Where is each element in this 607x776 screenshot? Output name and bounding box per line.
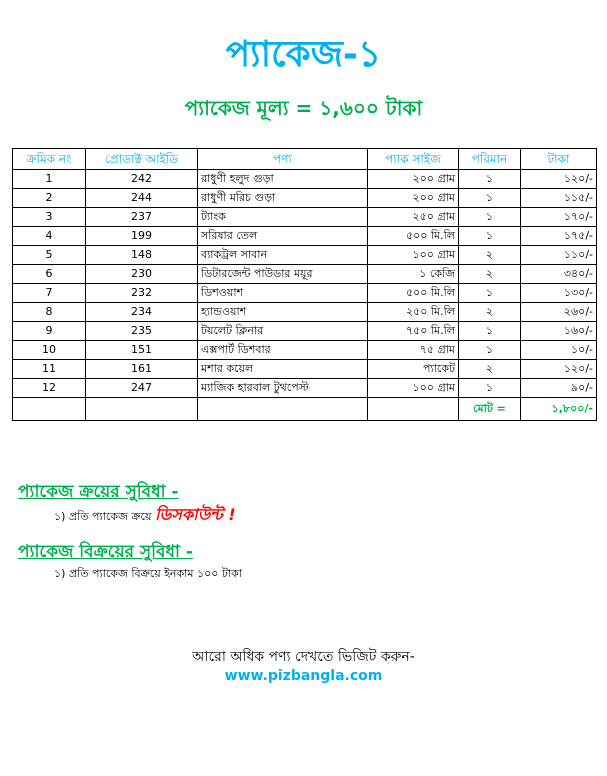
cell-price: ১৩০/- <box>521 284 597 303</box>
cell-price: ১৭৫/- <box>521 227 597 246</box>
cell-serial: 11 <box>13 360 86 379</box>
cell-price: ২৬০/- <box>521 303 597 322</box>
cell-pack-size: ১ কেজি <box>368 265 459 284</box>
column-header-pack-size: প্যাক সাইজ <box>368 149 459 170</box>
total-label: মোট = <box>459 398 521 421</box>
table-row <box>13 379 597 398</box>
cell-pack-size: ২০০ গ্রাম <box>368 189 459 208</box>
total-row <box>13 398 597 421</box>
cell-serial: 5 <box>13 246 86 265</box>
cell-price: ১২০/- <box>521 360 597 379</box>
cell-price: ১৭০/- <box>521 208 597 227</box>
cell-serial: 4 <box>13 227 86 246</box>
cell-serial: 1 <box>13 170 86 189</box>
cell-pack-size: প্যাকেট <box>368 360 459 379</box>
cell-serial: 7 <box>13 284 86 303</box>
cell-serial: 6 <box>13 265 86 284</box>
cell-serial: 12 <box>13 379 86 398</box>
column-header-serial: ক্রমিক নং <box>13 149 86 170</box>
empty-cell <box>368 398 459 421</box>
cell-quantity: ১ <box>459 284 521 303</box>
cell-product: এক্সপার্ট ডিশবার <box>198 341 368 360</box>
cell-product-id: 161 <box>86 360 198 379</box>
visit-text: আরো অধিক পণ্য দেখতে ভিজিট করুন- <box>192 649 415 665</box>
cell-pack-size: ১০০ গ্রাম <box>368 379 459 398</box>
empty-cell <box>13 398 86 421</box>
cell-quantity: ২ <box>459 246 521 265</box>
cell-quantity: ২ <box>459 360 521 379</box>
column-header-quantity: পরিমান <box>459 149 521 170</box>
cell-product-id: 230 <box>86 265 198 284</box>
cell-product-id: 247 <box>86 379 198 398</box>
cell-product-id: 151 <box>86 341 198 360</box>
cell-quantity: ১ <box>459 379 521 398</box>
table-row <box>13 246 597 265</box>
cell-product: মশার কয়েল <box>198 360 368 379</box>
table-row <box>13 303 597 322</box>
cell-quantity: ২ <box>459 265 521 284</box>
table-row <box>13 360 597 379</box>
cell-quantity: ১ <box>459 170 521 189</box>
sell-benefit-heading: প্যাকেজ বিক্রয়ের সুবিধা - <box>18 542 193 562</box>
cell-product: ডিটারজেন্ট পাউডার ময়ূর <box>198 265 368 284</box>
cell-price: ১১৫/- <box>521 189 597 208</box>
cell-pack-size: ৭৫ গ্রাম <box>368 341 459 360</box>
cell-product: সরিষার তেল <box>198 227 368 246</box>
table-header-row <box>13 149 597 170</box>
total-value: ১,৮০০/- <box>521 398 597 421</box>
cell-product: ম্যাজিক হারবাল টুথপেস্ট <box>198 379 368 398</box>
cell-pack-size: ১০০ গ্রাম <box>368 246 459 265</box>
cell-product-id: 232 <box>86 284 198 303</box>
cell-product-id: 237 <box>86 208 198 227</box>
table-row <box>13 322 597 341</box>
column-header-product-id: প্রোডাক্ট আইডি <box>86 149 198 170</box>
cell-price: ৯০/- <box>521 379 597 398</box>
cell-serial: 8 <box>13 303 86 322</box>
page-title: প্যাকেজ-১ <box>225 34 382 75</box>
buy-benefit-text: ১) প্রতি প্যাকেজ ক্রয়ে <box>54 510 152 523</box>
cell-quantity: ১ <box>459 227 521 246</box>
empty-cell <box>86 398 198 421</box>
cell-product-id: 199 <box>86 227 198 246</box>
cell-quantity: ১ <box>459 189 521 208</box>
cell-pack-size: ২৫০ মি.লি <box>368 303 459 322</box>
cell-price: ১১০/- <box>521 246 597 265</box>
cell-serial: 3 <box>13 208 86 227</box>
cell-product-id: 235 <box>86 322 198 341</box>
cell-serial: 10 <box>13 341 86 360</box>
cell-quantity: ১ <box>459 322 521 341</box>
discount-highlight: ডিসকাউন্ট ! <box>154 505 236 524</box>
cell-pack-size: ৫০০ মি.লি <box>368 284 459 303</box>
buy-benefit-point <box>54 506 236 526</box>
cell-product: ব্যাকট্রল সাবান <box>198 246 368 265</box>
product-table <box>12 148 597 421</box>
column-header-price: টাকা <box>521 149 597 170</box>
cell-product-id: 242 <box>86 170 198 189</box>
cell-quantity: ১ <box>459 341 521 360</box>
cell-pack-size: ২৫০ গ্রাম <box>368 208 459 227</box>
cell-product: রাধুণী মরিচ গুড়া <box>198 189 368 208</box>
cell-product: টয়লেট ক্লিনার <box>198 322 368 341</box>
cell-product-id: 234 <box>86 303 198 322</box>
cell-price: ১০/- <box>521 341 597 360</box>
cell-pack-size: ২০০ গ্রাম <box>368 170 459 189</box>
buy-benefit-heading: প্যাকেজ ক্রয়ের সুবিধা - <box>18 482 179 502</box>
cell-price: ৩৪০/- <box>521 265 597 284</box>
cell-serial: 2 <box>13 189 86 208</box>
website-link[interactable]: www.pizbangla.com <box>224 668 383 684</box>
table-row <box>13 170 597 189</box>
cell-product: ট্যাংক <box>198 208 368 227</box>
column-header-product: পণ্য <box>198 149 368 170</box>
table-row <box>13 208 597 227</box>
table-row <box>13 265 597 284</box>
cell-pack-size: ৫০০ মি.লি <box>368 227 459 246</box>
cell-price: ১২০/- <box>521 170 597 189</box>
cell-product: ডিশওয়াশ <box>198 284 368 303</box>
table-row <box>13 227 597 246</box>
cell-quantity: ১ <box>459 208 521 227</box>
cell-product: রাধুণী হলুদ গুড়া <box>198 170 368 189</box>
cell-price: ১৬০/- <box>521 322 597 341</box>
cell-product: হ্যান্ডওয়াশ <box>198 303 368 322</box>
cell-quantity: ২ <box>459 303 521 322</box>
empty-cell <box>198 398 368 421</box>
table-row <box>13 284 597 303</box>
table-row <box>13 341 597 360</box>
cell-serial: 9 <box>13 322 86 341</box>
cell-product-id: 148 <box>86 246 198 265</box>
package-price: প্যাকেজ মূল্য = ১,৬০০ টাকা <box>184 96 423 120</box>
cell-pack-size: ৭৫০ মি.লি <box>368 322 459 341</box>
table-row <box>13 189 597 208</box>
cell-product-id: 244 <box>86 189 198 208</box>
sell-benefit-point: ১) প্রতি প্যাকেজ বিক্রয়ে ইনকাম ১০০ টাকা <box>54 567 242 580</box>
